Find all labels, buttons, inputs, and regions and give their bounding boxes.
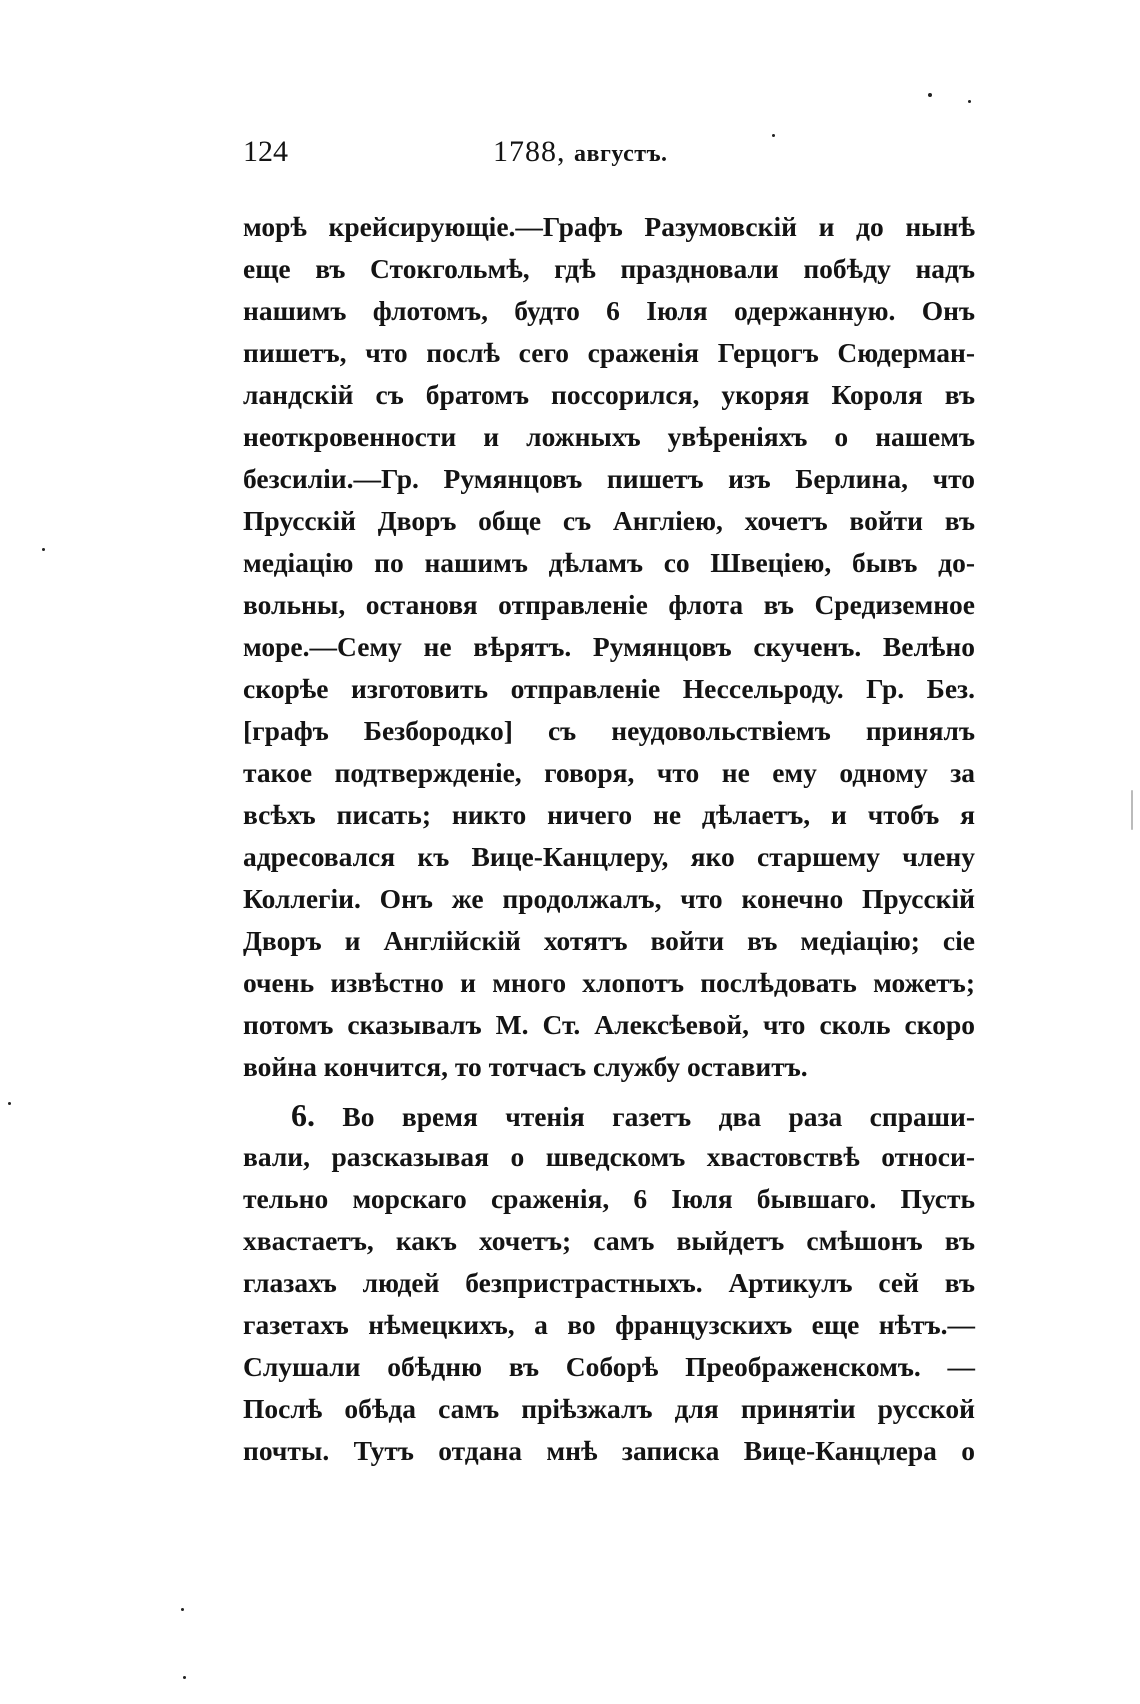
page-header	[243, 130, 713, 174]
text-line: морѣ крейсирующіе.—Графъ Разумовскій и до нынѣ	[243, 211, 975, 242]
text-line: тельно морскаго сраженія, 6 Іюля бывшаго. Пусть	[243, 1183, 975, 1214]
text-line: медіацію по нашимъ дѣламъ со Швеціею, бывъ до-	[243, 547, 975, 578]
text-line: Прусскій Дворъ обще съ Англіею, хочетъ войти въ	[243, 505, 975, 536]
text-line: всѣхъ писать; никто ничего не дѣлаетъ, и чтобъ я	[243, 799, 975, 830]
scan-speck	[183, 1676, 186, 1679]
text-line: Слушали обѣдню въ Соборѣ Преображенскомъ. —	[243, 1351, 975, 1382]
text-line: очень извѣстно и много хлопотъ послѣдовать можетъ;	[243, 967, 975, 998]
text-line: глазахъ людей безпристрастныхъ. Артикулъ сей въ	[243, 1267, 975, 1298]
paragraph-1	[243, 206, 975, 1088]
text-line: хвастаетъ, какъ хочетъ; самъ выйдетъ смѣшонъ въ	[243, 1225, 975, 1256]
text-line: Послѣ обѣда самъ пріѣзжалъ для принятіи русской	[243, 1393, 975, 1424]
paragraph-2	[243, 1094, 975, 1472]
body-text	[243, 206, 975, 1472]
text-line: адресовался къ Вице-Канцлеру, яко старшему члену	[243, 841, 975, 872]
scan-speck	[928, 93, 932, 97]
text-line: вольны, остановя отправленіе флота въ Средиземное	[243, 589, 975, 620]
day-number: 6.	[291, 1097, 315, 1133]
text-line: море.—Сему не вѣрятъ. Румянцовъ скученъ. Велѣно	[243, 631, 975, 662]
text-line-first	[243, 1094, 975, 1136]
running-head-year: 1788,	[493, 135, 566, 168]
running-head	[493, 130, 668, 176]
text-line: [графъ Безбородко] съ неудовольствіемъ принялъ	[243, 715, 975, 746]
text-line: потомъ сказывалъ М. Ст. Алексѣевой, что сколь скоро	[243, 1009, 975, 1040]
text-line: пишетъ, что послѣ сего сраженія Герцогъ Сюдерман-	[243, 337, 975, 368]
text-line: война кончится, то тотчасъ службу оставитъ.	[243, 1051, 808, 1082]
scan-speck	[1131, 790, 1133, 830]
scan-speck	[8, 1102, 11, 1105]
text-line: безсиліи.—Гр. Румянцовъ пишетъ изъ Берлина, что	[243, 463, 975, 494]
text-line: еще въ Стокгольмѣ, гдѣ праздновали побѣду надъ	[243, 253, 975, 284]
text-line: Коллегіи. Онъ же продолжалъ, что конечно Прусскій	[243, 883, 975, 914]
text-line: газетахъ нѣмецкихъ, а во французскихъ еще нѣтъ.—	[243, 1309, 975, 1340]
text-line: такое подтвержденіе, говоря, что не ему одному за	[243, 757, 975, 788]
scan-speck	[968, 100, 971, 103]
text-line: неоткровенности и ложныхъ увѣреніяхъ о нашемъ	[243, 421, 975, 452]
first-line-text: Во время чтенія газетъ два раза спраши-	[342, 1101, 975, 1132]
page-number: 124	[243, 135, 288, 168]
text-line: скорѣе изготовить отправленіе Нессельроду. Гр. Без.	[243, 673, 975, 704]
scan-speck	[181, 1608, 184, 1611]
text-line: почты. Тутъ отдана мнѣ записка Вице-Канцлера о	[243, 1435, 975, 1466]
text-line: вали, разсказывая о шведскомъ хвастовствѣ относи-	[243, 1141, 975, 1172]
text-line: нашимъ флотомъ, будто 6 Іюля одержанную. Онъ	[243, 295, 975, 326]
text-line: Дворъ и Англійскій хотятъ войти въ медіацію; сіе	[243, 925, 975, 956]
scan-speck	[42, 548, 45, 551]
running-head-month: августъ.	[574, 141, 668, 167]
text-line: ландскій съ братомъ поссорился, укоряя Короля въ	[243, 379, 975, 410]
scan-speck	[772, 134, 775, 137]
